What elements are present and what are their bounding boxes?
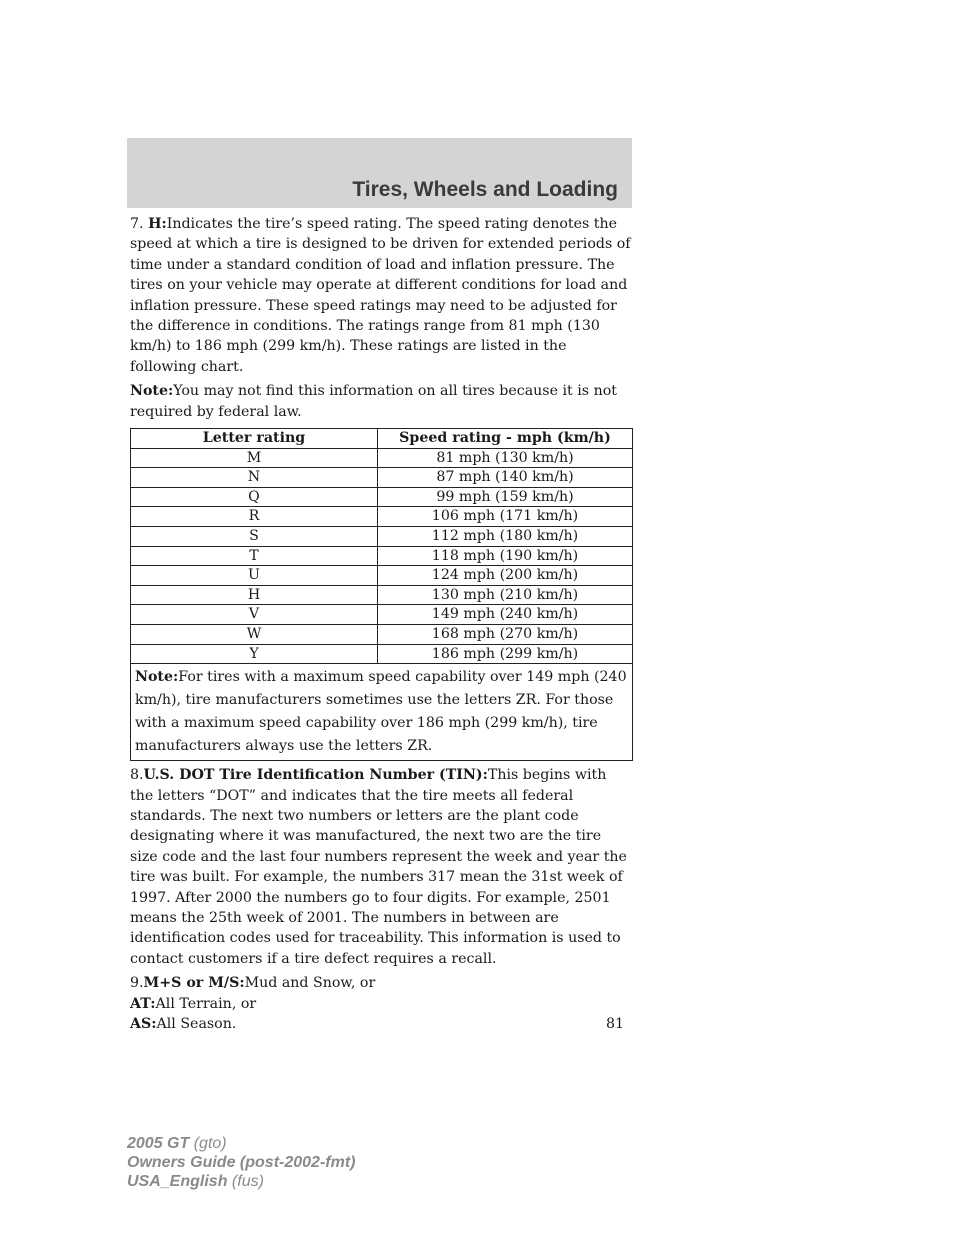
note-paragraph <box>130 381 632 422</box>
page-number: 81 <box>606 1016 625 1032</box>
item-7-paragraph <box>130 214 632 377</box>
letter-cell: N <box>131 468 378 488</box>
speed-cell: 106 mph (171 km/h) <box>378 507 633 527</box>
table-row <box>131 527 633 547</box>
letter-cell: T <box>131 546 378 566</box>
table-row <box>131 507 633 527</box>
table-row <box>131 644 633 664</box>
item-9-number: 9. <box>130 975 144 992</box>
item-8-text: This begins with the letters “DOT” and indicates that the tire meets all federal standards. The next two numbers or letters are the plant code designating where it was manufactured, the next two are the tire size code and the last four numbers represent the week and year the tire was built. For example, the numbers 317 mean the 31st week of 1997. After 2000 the numbers go to four digits. For example, 2501 means the 25th week of 2001. The numbers in between are identification codes used for traceability. This information is used to contact customers if a tire defect requires a recall. <box>130 767 627 967</box>
letter-cell: U <box>131 566 378 586</box>
item-7-label: H: <box>148 216 167 232</box>
footer-language: USA_English <box>127 1173 228 1190</box>
table-note-row <box>131 664 633 761</box>
footer-line-2: Owners Guide (post-2002-fmt) <box>127 1154 356 1171</box>
item-9-ms-label: M+S or M/S: <box>143 975 245 992</box>
table-row <box>131 448 633 468</box>
column-header-letter: Letter rating <box>131 429 378 449</box>
letter-cell: V <box>131 605 378 625</box>
speed-cell: 81 mph (130 km/h) <box>378 448 633 468</box>
speed-cell: 118 mph (190 km/h) <box>378 546 633 566</box>
table-row <box>131 487 633 507</box>
item-8-paragraph <box>130 765 632 969</box>
speed-cell: 112 mph (180 km/h) <box>378 527 633 547</box>
letter-cell: R <box>131 507 378 527</box>
footer-line-3 <box>127 1172 355 1191</box>
table-note-text: For tires with a maximum speed capability over 149 mph (240 km/h), tire manufacturers sometimes use the letters ZR. For those with a maximum speed capability over 186 mph (299 km/h), tire manufacturers always use the letters ZR. <box>135 669 627 755</box>
table-note-label: Note: <box>135 669 179 686</box>
letter-cell: H <box>131 585 378 605</box>
item-8-label: U.S. DOT Tire Identification Number (TIN): <box>143 767 488 784</box>
item-7-number: 7. <box>130 216 144 232</box>
speed-cell: 87 mph (140 km/h) <box>378 468 633 488</box>
table-row <box>131 585 633 605</box>
letter-cell: Q <box>131 487 378 507</box>
page-content <box>130 214 632 1034</box>
table-row <box>131 546 633 566</box>
letter-cell: S <box>131 527 378 547</box>
speed-cell: 99 mph (159 km/h) <box>378 487 633 507</box>
table-row <box>131 605 633 625</box>
item-8-number: 8. <box>130 767 144 784</box>
footer-model: 2005 GT <box>127 1135 190 1152</box>
speed-cell: 149 mph (240 km/h) <box>378 605 633 625</box>
item-9-at-label: AT: <box>130 995 156 1012</box>
item-7-text: Indicates the tire’s speed rating. The speed rating denotes the speed at which a tire is designed to be driven for extended periods of time under a standard condition of load and inflation pressure. The tires on your vehicle may operate at different conditions for load and inflation pressure. These speed ratings may need to be adjusted for the difference in conditions. The ratings range from 81 mph (130 km/h) to 186 mph (299 km/h). These ratings are listed in the following chart. <box>130 216 631 375</box>
column-header-speed: Speed rating - mph (km/h) <box>378 429 633 449</box>
section-header-band <box>127 138 632 208</box>
letter-cell: Y <box>131 644 378 664</box>
letter-cell: W <box>131 625 378 645</box>
note-text: You may not find this information on all tires because it is not required by federal law. <box>130 383 617 420</box>
footer-language-code: (fus) <box>231 1173 264 1190</box>
letter-cell: M <box>131 448 378 468</box>
footer-line-1 <box>127 1134 355 1153</box>
speed-cell: 168 mph (270 km/h) <box>378 625 633 645</box>
note-label: Note: <box>130 383 174 400</box>
table-row <box>131 625 633 645</box>
document-footer <box>127 1134 355 1191</box>
table-row <box>131 566 633 586</box>
speed-cell: 186 mph (299 km/h) <box>378 644 633 664</box>
section-title: Tires, Wheels and Loading <box>352 178 618 201</box>
item-9-paragraph <box>130 973 632 1034</box>
table-row <box>131 468 633 488</box>
item-9-ms-text: Mud and Snow, or <box>244 975 376 992</box>
item-9-as-label: AS: <box>130 1016 157 1033</box>
footer-model-code: (gto) <box>193 1135 227 1152</box>
speed-rating-table <box>130 428 633 761</box>
speed-cell: 130 mph (210 km/h) <box>378 585 633 605</box>
speed-cell: 124 mph (200 km/h) <box>378 566 633 586</box>
table-note-cell <box>131 664 633 761</box>
item-9-as-text: All Season. <box>156 1016 237 1033</box>
item-9-at-text: All Terrain, or <box>155 995 257 1012</box>
table-header-row <box>131 429 633 449</box>
